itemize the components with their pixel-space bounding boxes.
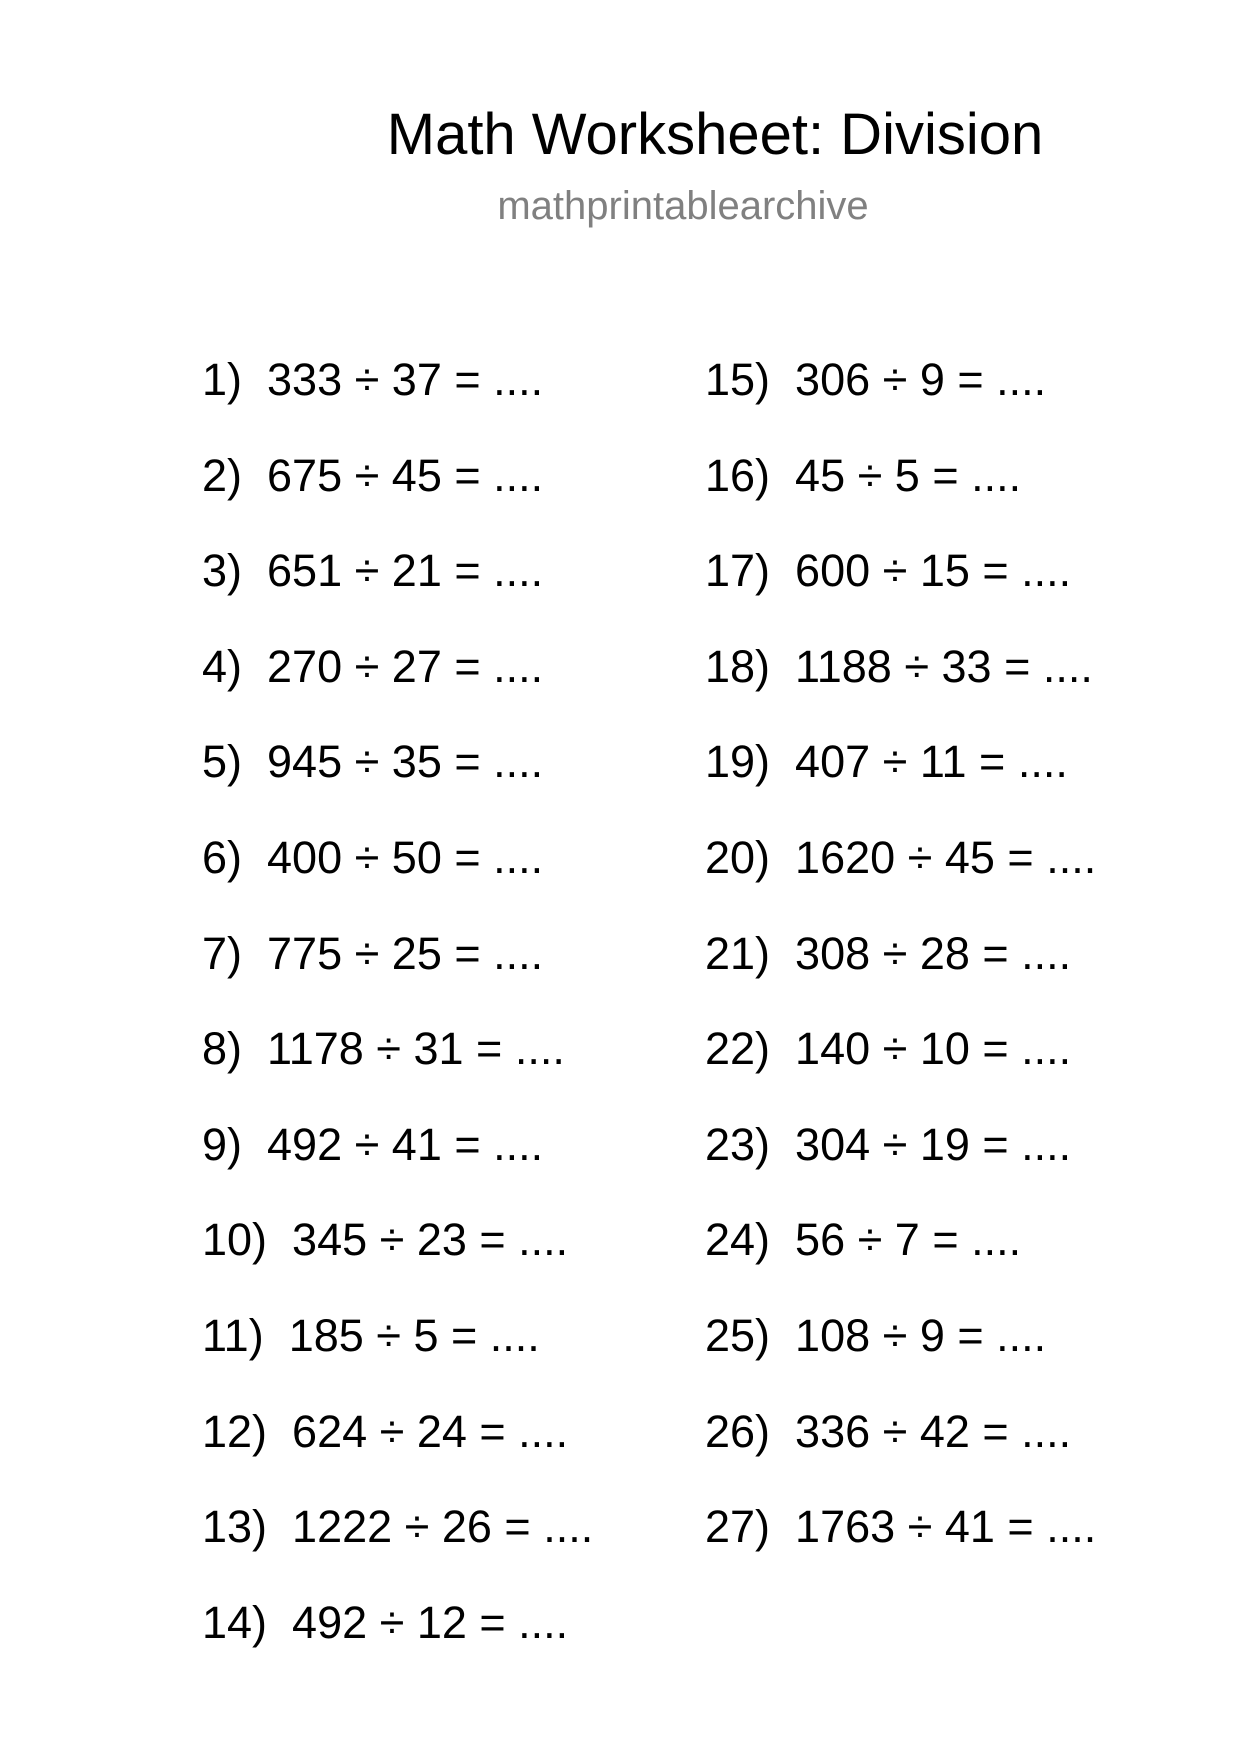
division-problem: 23) 304 ÷ 19 = .... [705,1118,1072,1170]
division-problem: 9) 492 ÷ 41 = .... [202,1118,544,1170]
worksheet-subtitle: mathprintablearchive [497,184,869,228]
division-problem: 12) 624 ÷ 24 = .... [202,1405,569,1457]
division-problem: 1) 333 ÷ 37 = .... [202,354,544,405]
division-problem: 5) 945 ÷ 35 = .... [202,736,544,788]
division-problem: 20) 1620 ÷ 45 = .... [705,831,1097,883]
problems-column-right [705,350,1096,1593]
division-problem: 18) 1188 ÷ 33 = .... [705,640,1093,692]
division-problem: 3) 651 ÷ 21 = .... [202,545,544,597]
division-problem: 2) 675 ÷ 45 = .... [202,449,544,501]
division-problem: 14) 492 ÷ 12 = .... [202,1596,569,1648]
division-problem: 10) 345 ÷ 23 = .... [202,1214,569,1266]
division-problem: 19) 407 ÷ 11 = .... [705,736,1068,788]
problems-column-left [202,350,593,1688]
division-problem: 13) 1222 ÷ 26 = .... [202,1501,594,1553]
division-problem: 17) 600 ÷ 15 = .... [705,545,1072,597]
division-problem: 6) 400 ÷ 50 = .... [202,831,544,883]
division-problem: 27) 1763 ÷ 41 = .... [705,1501,1097,1553]
division-problem: 21) 308 ÷ 28 = .... [705,927,1072,979]
division-problem: 11) 185 ÷ 5 = .... [202,1309,540,1361]
division-problem: 26) 336 ÷ 42 = .... [705,1405,1072,1457]
division-problem: 8) 1178 ÷ 31 = .... [202,1023,565,1075]
division-problem: 16) 45 ÷ 5 = .... [705,449,1022,501]
division-problem: 24) 56 ÷ 7 = .... [705,1214,1022,1266]
worksheet-title: Math Worksheet: Division [386,102,1044,167]
division-problem: 15) 306 ÷ 9 = .... [705,354,1047,405]
division-problem: 7) 775 ÷ 25 = .... [202,927,544,979]
division-problem: 4) 270 ÷ 27 = .... [202,640,544,692]
division-problem: 22) 140 ÷ 10 = .... [705,1023,1072,1075]
division-problem: 25) 108 ÷ 9 = .... [705,1309,1047,1361]
